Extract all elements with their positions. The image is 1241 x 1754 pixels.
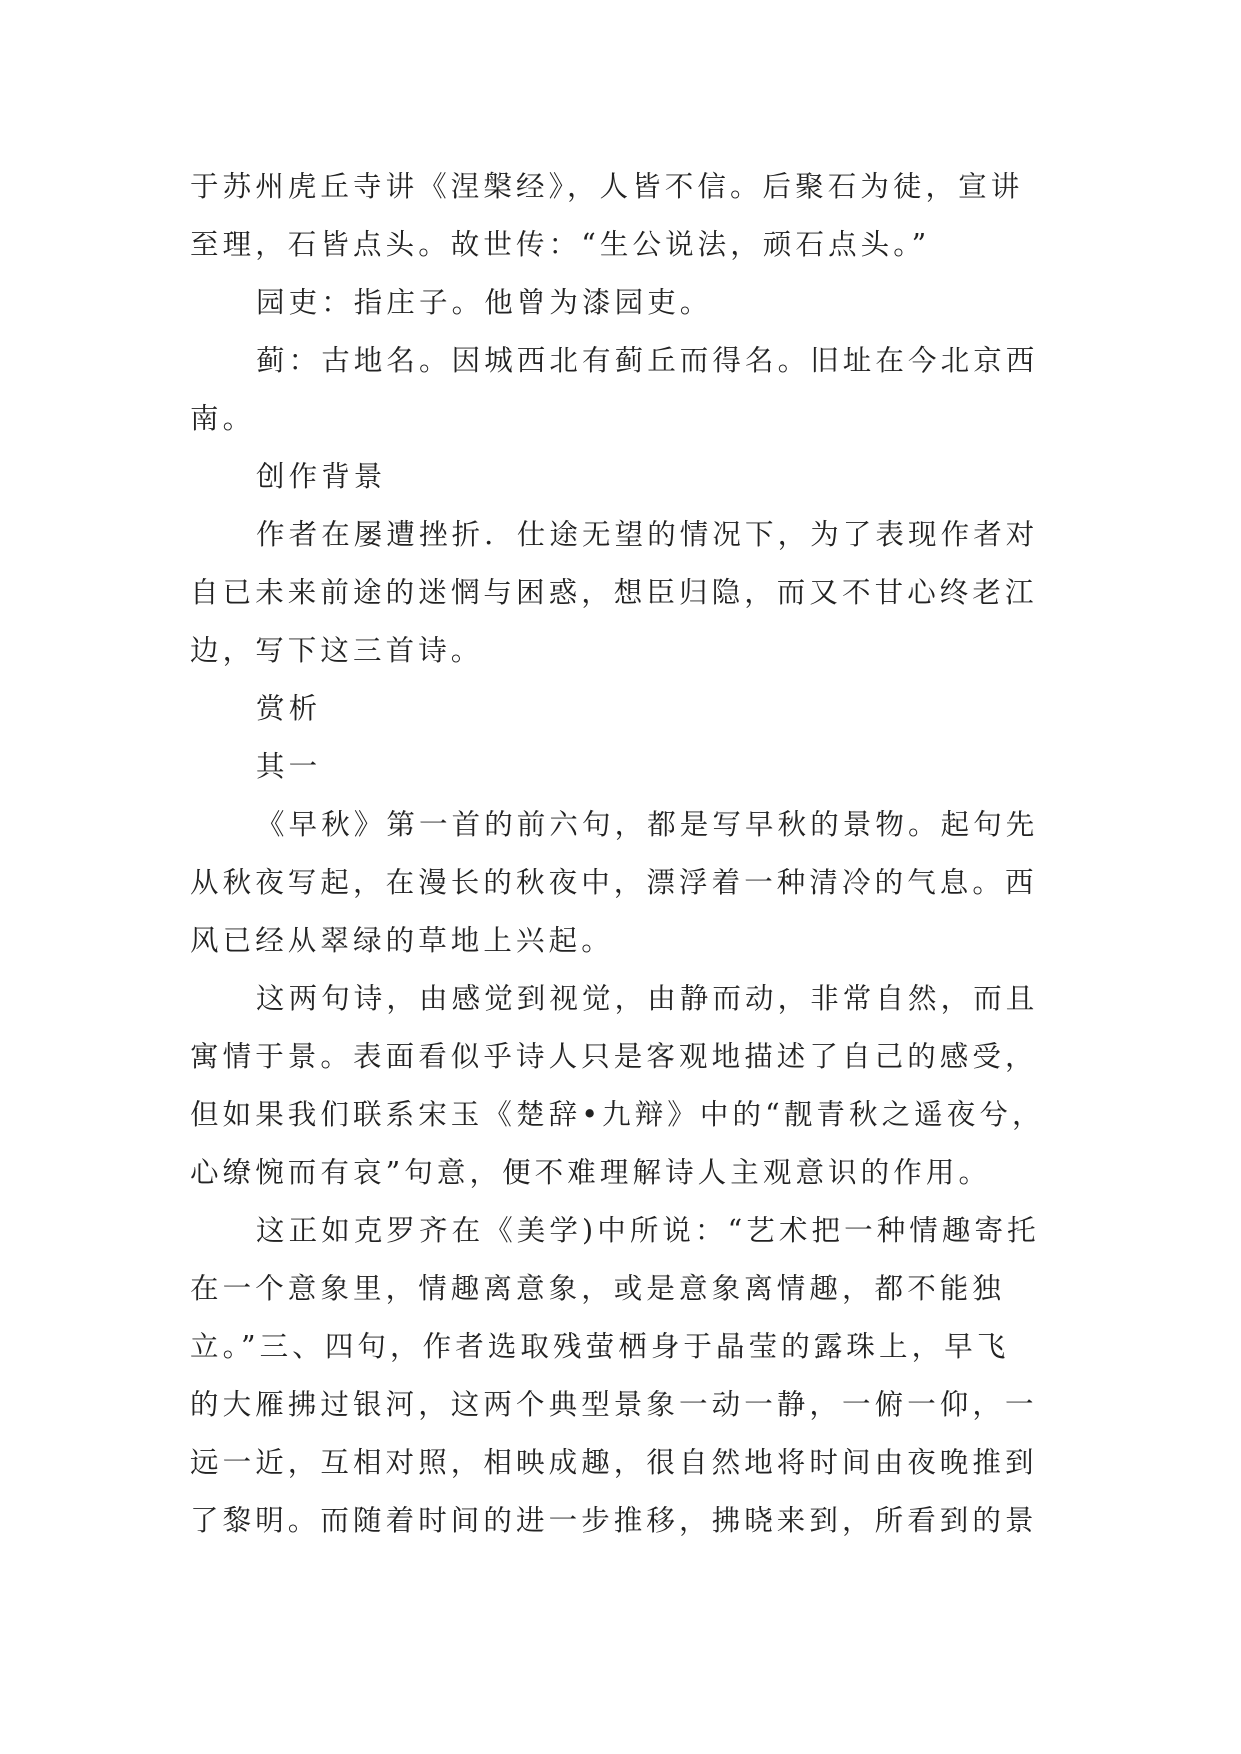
text-line-18: 心缭惋而有哀”句意，便不难理解诗人主观意识的作用。 <box>190 1156 992 1189</box>
text-line-23: 远一近，互相对照，相映成趣，很自然地将时间由夜晚推到 <box>190 1446 1038 1479</box>
text-line-14: 风已经从翠绿的草地上兴起。 <box>190 924 614 957</box>
subsection-heading-one: 其一 <box>256 750 322 783</box>
section-heading-appreciation: 赏析 <box>256 692 322 725</box>
text-line-16: 寓情于景。表面看似乎诗人只是客观地描述了自己的感受， <box>190 1040 1038 1073</box>
text-line-17: 但如果我们联系宋玉《楚辞•九辩》中的“靓青秋之遥夜兮， <box>190 1098 1045 1131</box>
text-line-12: 《早秋》第一首的前六句，都是写早秋的景物。起句先 <box>256 808 1039 841</box>
document-body <box>190 158 1070 1550</box>
text-line-1: 于苏州虎丘寺讲《涅槃经》，人皆不信。后聚石为徒，宣讲 <box>190 170 1024 203</box>
text-line-15: 这两句诗，由感觉到视觉，由静而动，非常自然，而且 <box>256 982 1039 1015</box>
text-line-2: 至理，石皆点头。故世传：“生公说法，顽石点头。” <box>190 228 931 261</box>
text-line-21: 立。”三、四句，作者选取残萤栖身于晶莹的露珠上，早飞 <box>190 1330 1010 1363</box>
text-line-8: 自已未来前途的迷惘与困惑，想臣归隐，而又不甘心终老江 <box>190 576 1038 609</box>
text-line-7: 作者在屡遭挫折．仕途无望的情况下，为了表现作者对 <box>256 518 1039 551</box>
text-line-5: 南。 <box>190 402 256 435</box>
text-line-22: 的大雁拂过银河，这两个典型景象一动一静，一俯一仰，一 <box>190 1388 1038 1421</box>
text-line-20: 在一个意象里，情趣离意象，或是意象离情趣，都不能独 <box>190 1272 1006 1305</box>
text-line-24: 了黎明。而随着时间的进一步推移，拂晓来到，所看到的景 <box>190 1504 1038 1537</box>
text-line-19: 这正如克罗齐在《美学)中所说：“艺术把一种情趣寄托 <box>256 1214 1040 1247</box>
text-line-9: 边，写下这三首诗。 <box>190 634 484 667</box>
text-line-3: 园吏：指庄子。他曾为漆园吏。 <box>256 286 713 319</box>
text-line-13: 从秋夜写起，在漫长的秋夜中，漂浮着一种清冷的气息。西 <box>190 866 1038 899</box>
text-line-4: 蓟：古地名。因城西北有蓟丘而得名。旧址在今北京西 <box>256 344 1039 377</box>
section-heading-background: 创作背景 <box>256 460 387 493</box>
